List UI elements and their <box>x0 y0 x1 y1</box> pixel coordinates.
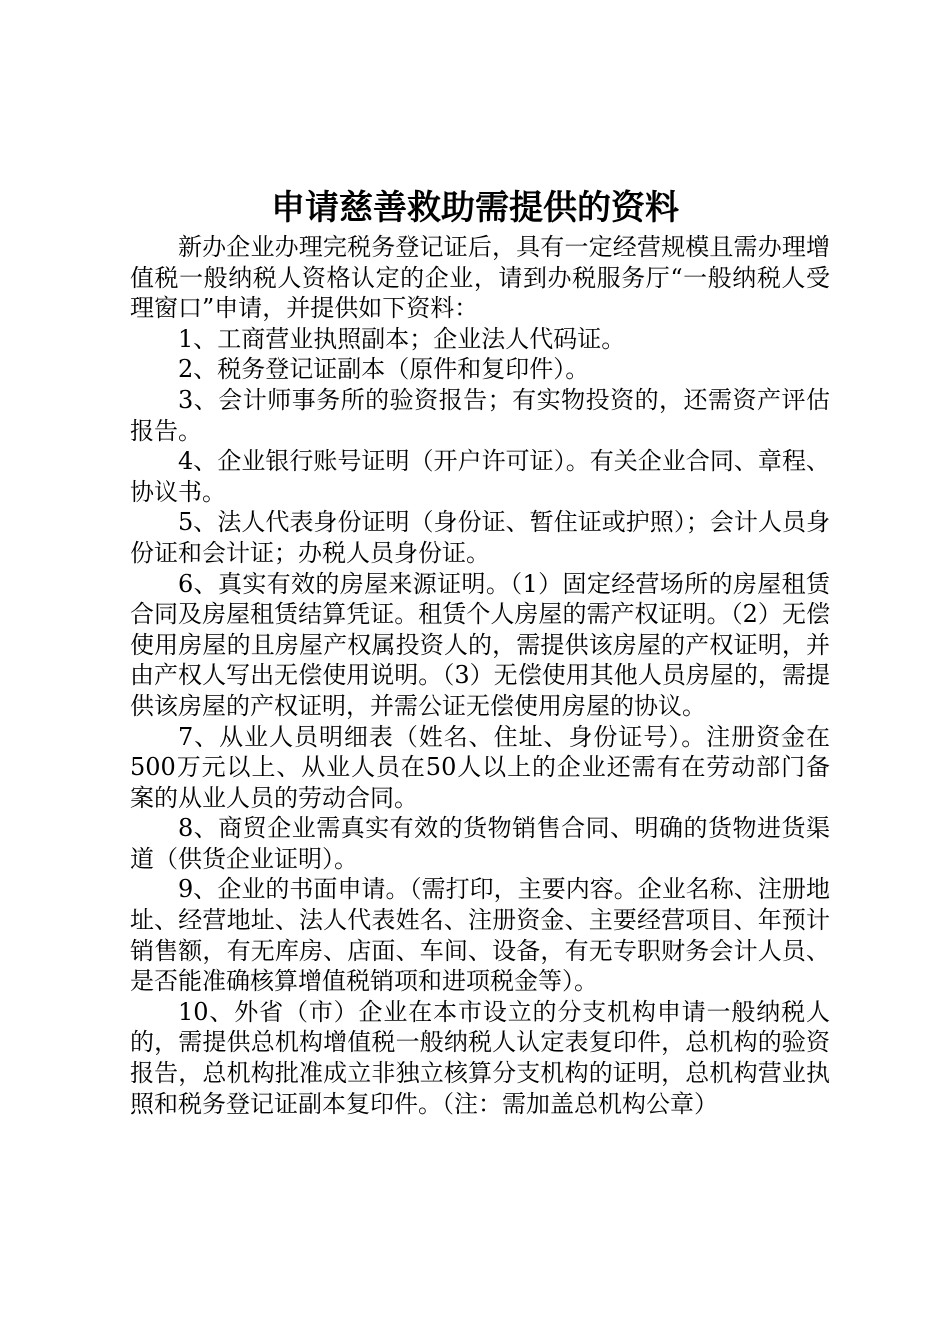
list-item-3: 3、会计师事务所的验资报告；有实物投资的，还需资产评估报告。 <box>130 385 830 445</box>
list-item-4: 4、企业银行账号证明（开户许可证）。有关企业合同、章程、协议书。 <box>130 447 830 506</box>
list-item-6: 6、真实有效的房屋来源证明。（1）固定经营场所的房屋租赁合同及房屋租赁结算凭证。租赁个人房屋的需产权证明。（2）无偿使用房屋的且房屋产权属投资人的，需提供该房屋的产权证明，并由产权人写出无偿使用说明。（3）无偿使用其他人员房屋的，需提供该房屋的产权证明，并需公证无偿使用房屋的协议。 <box>130 569 830 720</box>
document-title: 申请慈善救助需提供的资料 <box>271 188 679 228</box>
list-item-5: 5、法人代表身份证明（身份证、暂住证或护照）；会计人员身份证和会计证；办税人员身份证。 <box>130 508 830 567</box>
list-item-7: 7、从业人员明细表（姓名、住址、身份证号）。注册资金在500万元以上、从业人员在50人以上的企业还需有在劳动部门备案的从业人员的劳动合同。 <box>130 722 830 812</box>
list-item-9: 9、企业的书面申请。（需打印，主要内容。企业名称、注册地址、经营地址、法人代表姓名、注册资金、主要经营项目、年预计销售额，有无库房、店面、车间、设备，有无专职财务会计人员、是否能准确核算增值税销项和进项税金等）。 <box>130 875 830 996</box>
document-body <box>130 232 830 1119</box>
intro-paragraph: 新办企业办理完税务登记证后，具有一定经营规模且需办理增值税一般纳税人资格认定的企业，请到办税服务厅“一般纳税人受理窗口”申请，并提供如下资料： <box>130 233 830 323</box>
list-item-1: 1、工商营业执照副本；企业法人代码证。 <box>178 324 626 353</box>
list-item-10: 10、外省（市）企业在本市设立的分支机构申请一般纳税人的，需提供总机构增值税一般纳税人认定表复印件，总机构的验资报告，总机构批准成立非独立核算分支机构的证明，总机构营业执照和税务登记证副本复印件。（注：需加盖总机构公章） <box>130 997 830 1118</box>
list-item-2: 2、税务登记证副本（原件和复印件）。 <box>178 355 590 384</box>
list-item-8: 8、商贸企业需真实有效的货物销售合同、明确的货物进货渠道（供货企业证明）。 <box>130 814 830 873</box>
